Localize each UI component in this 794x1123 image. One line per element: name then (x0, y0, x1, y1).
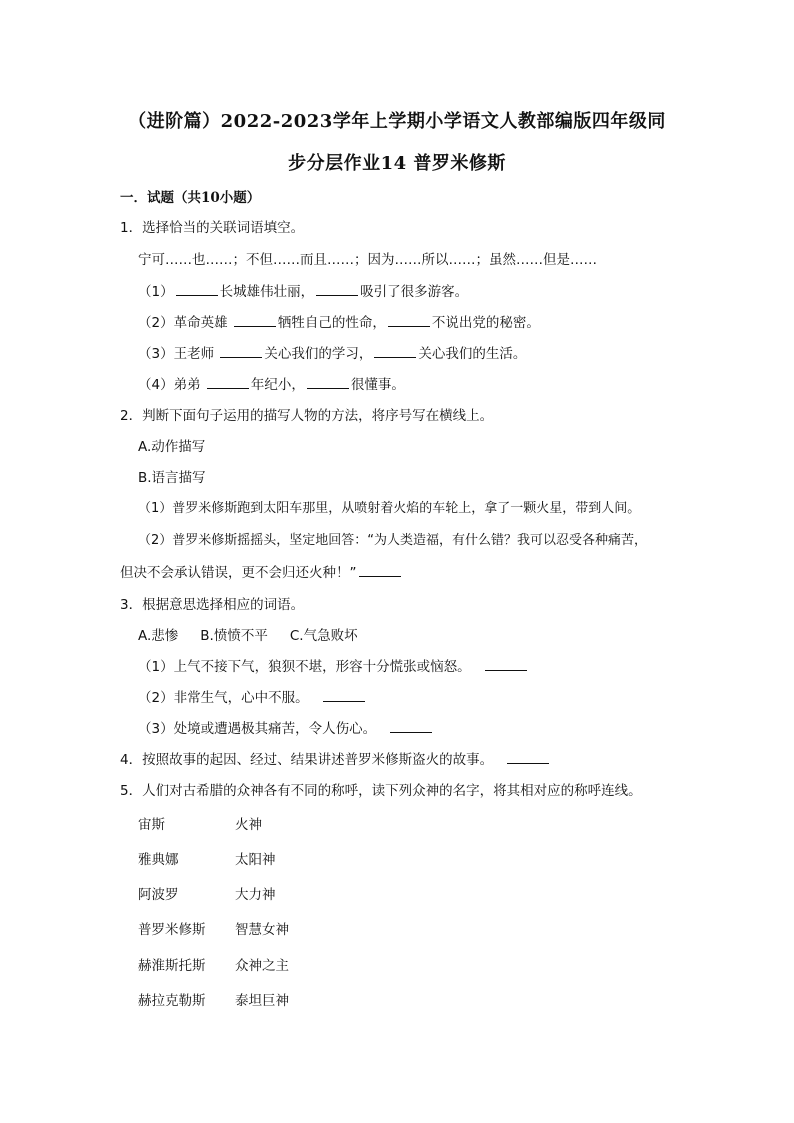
q2-stem: 2．判断下面句子运用的描写人物的方法，将序号写在横线上。 (120, 408, 494, 424)
answer-blank[interactable] (485, 658, 527, 671)
q5-left-item: 雅典娜 (138, 852, 179, 868)
q2-option-b: B.语言描写 (138, 470, 206, 486)
answer-blank[interactable] (390, 720, 432, 733)
q1-item-3: （3）王老师 关心我们的学习， 关心我们的生活。 (138, 346, 527, 362)
answer-blank[interactable] (176, 283, 218, 296)
q1-options: 宁可……也……；不但……而且……；因为……所以……；虽然……但是…… (138, 252, 597, 268)
answer-blank[interactable] (234, 314, 276, 327)
answer-blank[interactable] (323, 689, 365, 702)
answer-blank[interactable] (316, 283, 358, 296)
q2-option-a: A.动作描写 (138, 439, 206, 455)
q5-left-item: 阿波罗 (138, 887, 179, 903)
q4-stem: 4．按照故事的起因、经过、结果讲述普罗米修斯盗火的故事。 (120, 748, 551, 768)
q5-left-item: 普罗米修斯 (138, 922, 206, 938)
section-heading: 一．试题（共10小题） (120, 190, 261, 206)
q1-item-1: （1） 长城雄伟壮丽， 吸引了很多游客。 (138, 284, 469, 300)
q3-item-3: （3）处境或遭遇极其痛苦，令人伤心。 (138, 717, 434, 737)
q3-item-1: （1）上气不接下气，狼狈不堪，形容十分慌张或恼怒。 (138, 655, 529, 675)
q3-item-2: （2）非常生气，心中不服。 (138, 686, 367, 706)
q5-right-item: 大力神 (235, 887, 276, 903)
answer-blank[interactable] (374, 345, 416, 358)
q5-left-item: 宙斯 (138, 817, 165, 833)
q2-sentence-1: （1）普罗米修斯跑到太阳车那里，从喷射着火焰的车轮上，拿了一颗火星，带到人间。 (138, 501, 641, 516)
q5-right-item: 智慧女神 (235, 922, 289, 938)
q3-stem: 3．根据意思选择相应的词语。 (120, 597, 305, 613)
doc-title-line1: （进阶篇）2022-2023学年上学期小学语文人教部编版四年级同 (128, 111, 666, 132)
answer-blank[interactable] (207, 376, 249, 389)
answer-blank[interactable] (220, 345, 262, 358)
q1-item-4: （4）弟弟 年纪小， 很懂事。 (138, 377, 405, 393)
answer-blank[interactable] (359, 564, 401, 577)
answer-blank[interactable] (307, 376, 349, 389)
q3-options: A.悲惨 B.愤愤不平 C.气急败坏 (138, 628, 358, 644)
q5-left-item: 赫淮斯托斯 (138, 958, 206, 974)
answer-blank[interactable] (507, 751, 549, 764)
q5-left-item: 赫拉克勒斯 (138, 993, 206, 1009)
doc-title-line2: 步分层作业14 普罗米修斯 (288, 153, 506, 174)
q2-sentence-2: （2）普罗米修斯摇摇头，坚定地回答：“为人类造福，有什么错？我可以忍受各种痛苦， (138, 533, 648, 548)
q5-right-item: 泰坦巨神 (235, 993, 289, 1009)
q5-right-item: 太阳神 (235, 852, 276, 868)
q5-stem: 5．人们对古希腊的众神各有不同的称呼，读下列众神的名字，将其相对应的称呼连线。 (120, 783, 642, 799)
answer-blank[interactable] (388, 314, 430, 327)
q1-item-2: （2）革命英雄 牺牲自己的性命， 不说出党的秘密。 (138, 315, 540, 331)
q1-stem: 1．选择恰当的关联词语填空。 (120, 220, 305, 236)
q5-right-item: 众神之主 (235, 958, 289, 974)
q2-sentence-2-cont: 但决不会承认错误，更不会归还火种！” (120, 561, 403, 581)
q5-right-item: 火神 (235, 817, 262, 833)
